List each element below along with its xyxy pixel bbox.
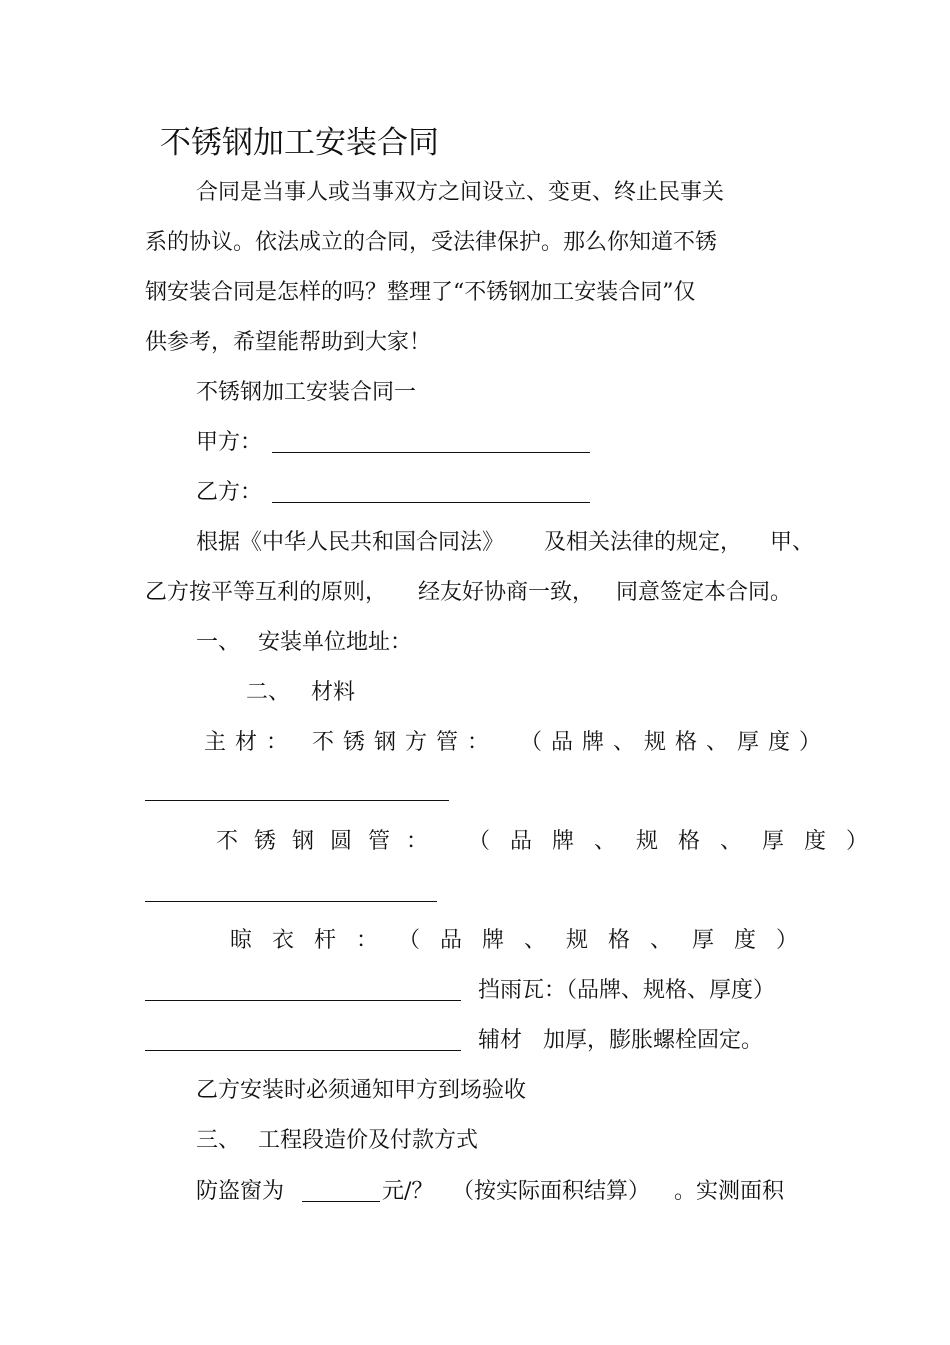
intro-line-1: 合同是当事人或当事双方之间设立、变更、终止民事关 [196,180,725,205]
square-tube-spec: （品牌、规格、厚度） [520,730,831,755]
basis-line-2c: 同意签定本合同。 [616,580,793,605]
basis-line-1a: 根据《中华人民共和国合同法》 [196,530,505,555]
inspection-note: 乙方安装时必须通知甲方到场验收 [196,1078,527,1103]
price-unit: 元/？ [382,1179,434,1204]
intro-line-2: 系的协议。依法成立的合同，受法律保护。那么你知道不锈 [145,230,718,255]
section-1-text: 安装单位地址： [258,630,413,655]
main-material-label: 主材： [204,730,298,755]
drying-rod-blank[interactable] [145,1000,461,1001]
section-3-number: 三、 [196,1128,241,1153]
round-tube-item: 不锈钢圆管： [216,829,445,854]
section-2-number: 二、 [246,680,291,705]
round-tube-spec: （品牌、规格、厚度） [468,829,889,854]
party-a-label: 甲方： [196,430,263,455]
rain-tile-blank[interactable] [145,1050,461,1051]
party-a-blank[interactable] [272,452,590,453]
party-b-label: 乙方： [196,480,263,505]
contract-heading: 不锈钢加工安装合同一 [196,380,417,405]
price-note: （按实际面积结算） [452,1179,651,1204]
basis-line-1c: 甲、 [770,530,815,555]
section-2-text: 材料 [311,680,356,705]
square-tube-item: 不锈钢方管： [312,730,499,755]
basis-line-1b: 及相关法律的规定， [544,530,743,555]
basis-line-2a: 乙方按平等互利的原则， [145,580,388,605]
rain-tile-text: 挡雨瓦：（品牌、规格、厚度） [478,978,776,1003]
aux-material-text: 加厚，膨胀螺栓固定。 [543,1028,764,1053]
price-blank[interactable] [302,1201,380,1202]
document-title: 不锈钢加工安装合同 [160,125,439,161]
drying-rod-item: 晾衣杆： [230,928,399,953]
price-label: 防盗窗为 [196,1179,285,1204]
section-1-number: 一、 [196,630,241,655]
basis-line-2b: 经友好协商一致， [418,580,595,605]
intro-line-3: 钢安装合同是怎样的吗？整理了“不锈钢加工安装合同”仅 [145,280,696,305]
section-3-text: 工程段造价及付款方式 [258,1128,479,1153]
round-tube-blank[interactable] [145,901,437,902]
intro-line-4: 供参考，希望能帮助到大家！ [145,330,432,355]
aux-material-label: 辅材 [478,1028,523,1053]
drying-rod-spec: （品牌、规格、厚度） [398,928,819,953]
price-tail: 。实测面积 [674,1179,785,1204]
party-b-blank[interactable] [272,502,590,503]
square-tube-blank[interactable] [145,800,449,801]
